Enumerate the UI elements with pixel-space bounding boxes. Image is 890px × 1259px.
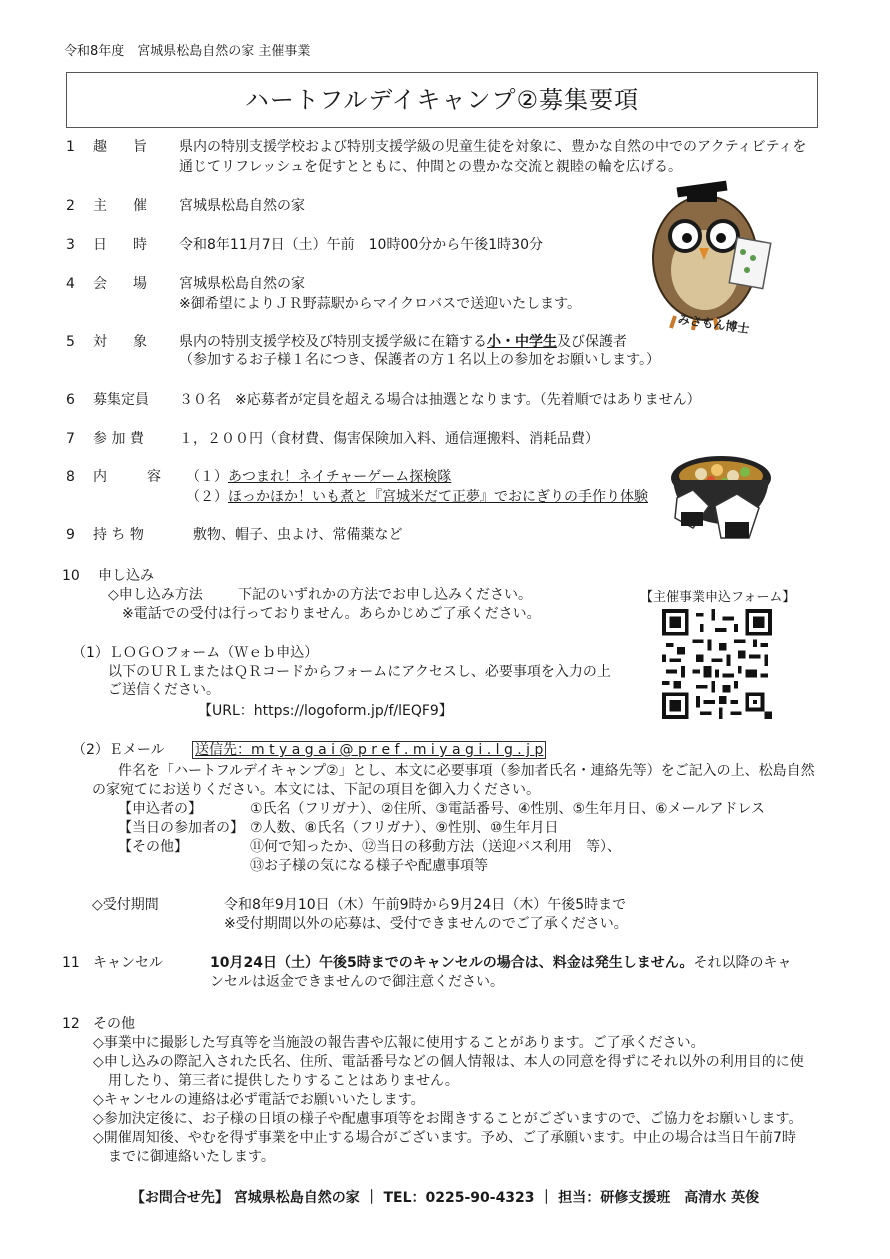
header-org: 令和8年度 宮城県松島自然の家 主催事業 [64, 44, 311, 59]
section-10-label: 申し込み [98, 568, 154, 584]
section-12-label: その他 [93, 1016, 135, 1032]
section-8-item1-text: あつまれ！ネイチャーゲーム探検隊 [228, 469, 452, 485]
imoni-pot-illustration [665, 434, 783, 552]
email-line2: の家宛てにお送りください。本文には、下記の項目を御入力ください。 [92, 782, 540, 798]
required-applicant-label: 【申込者の】 [118, 801, 202, 817]
section-5-line1 [179, 332, 627, 352]
section-5-line2: （参加するお子様１名につき、保護者の方１名以上の参加をお願いします。） [179, 352, 661, 368]
logo-form-line2: ご送信ください。 [108, 682, 220, 698]
section-7-text: １，２００円（食材費、傷害保険加入料、通信運搬料、消耗品費） [179, 431, 599, 447]
other-note-1: ◇事業中に撮影した写真等を当施設の報告書や広報に使用することがあります。ご了承ください。 [93, 1035, 705, 1051]
email-address-wrapper [192, 740, 546, 760]
mascot-caption: みさもん博士 [676, 312, 751, 336]
section-3-number: 3 [66, 237, 75, 253]
section-10-number: 10 [62, 568, 80, 584]
section-8-item2 [186, 487, 648, 507]
section-11-number: 11 [62, 955, 80, 971]
section-8-item1 [186, 467, 451, 487]
contact-footer: 【お問合せ先】 宮城県松島自然の家 ｜ TEL：0225-90-4323 ｜ 担当：研修支援班 高清水 英俊 [130, 1190, 760, 1206]
email-line1: 件名を「ハートフルデイキャンプ②」とし、本文に必要事項（参加者氏名・連絡先等）をご記入の上、松島自然 [118, 763, 815, 779]
section-2-number: 2 [66, 198, 75, 214]
section-4-label: 会 場 [93, 276, 153, 292]
section-11-line1 [210, 953, 792, 973]
logo-form-line1: 以下のＵＲＬまたはＱＲコードからフォームにアクセスし、必要事項を入力の上 [108, 664, 611, 680]
apply-method-text: 下記のいずれかの方法でお申し込みください。 [238, 587, 532, 603]
section-7-label: 参 加 費 [93, 431, 144, 447]
page-title: ハートフルデイキャンプ②募集要項 [244, 86, 640, 114]
section-5-number: 5 [66, 334, 75, 350]
section-8-label: 内 容 [93, 469, 165, 485]
other-note-5b: までに御連絡いたします。 [108, 1149, 275, 1165]
logo-form-title: （1）ＬＯＧＯフォーム（Ｗｅｂ申込） [72, 645, 319, 661]
section-6-number: 6 [66, 392, 75, 408]
section-5-label: 対 象 [93, 334, 153, 350]
section-2-label: 主 催 [93, 198, 153, 214]
section-6-label: 募集定員 [93, 392, 149, 408]
qr-caption: 【主催事業申込フォーム】 [640, 590, 796, 605]
title-box [66, 72, 818, 128]
section-3-label: 日 時 [93, 237, 153, 253]
section-3-text: 令和8年11月7日（土）午前 10時00分から午後1時30分 [179, 237, 543, 253]
section-4-number: 4 [66, 276, 75, 292]
section-8-item1-number: （１） [186, 469, 228, 485]
section-2-text: 宮城県松島自然の家 [179, 198, 305, 214]
section-7-number: 7 [66, 431, 75, 447]
email-address-link[interactable]: 送信先：m t y a g a i @ p r e f . m i y a g i . l g . j p [192, 741, 546, 759]
section-1-line1: 県内の特別支援学校および特別支援学級の児童生徒を対象に、豊かな自然の中でのアクティビティを [179, 139, 807, 155]
section-6-text: ３０名 ※応募者が定員を超える場合は抽選となります。（先着順ではありません） [179, 392, 701, 408]
section-9-text: 敷物、帽子、虫よけ、常備薬など [193, 527, 403, 543]
other-note-2a: ◇申し込みの際記入された氏名、住所、電話番号などの個人情報は、本人の同意を得ずにそれ以外の利用目的に使 [93, 1054, 804, 1070]
required-other-items-2: ⑬お子様の気になる様子や配慮事項等 [250, 858, 488, 874]
mascot-owl-illustration [635, 178, 795, 338]
phone-note: ※電話での受付は行っておりません。あらかじめご了承ください。 [122, 606, 541, 622]
other-note-4: ◇参加決定後に、お子様の日頃の様子や配慮事項等をお聞きすることがございますので、ご協力をお願いします。 [93, 1111, 803, 1127]
section-4-line2: ※御希望によりＪＲ野蒜駅からマイクロバスで送迎いたします。 [179, 296, 582, 312]
other-note-5a: ◇開催周知後、やむを得ず事業を中止する場合がございます。予め、ご了承願います。中止の場合は当日午前7時 [93, 1130, 796, 1146]
section-8-item2-number: （２） [186, 489, 228, 505]
required-other-label: 【その他】 [118, 839, 188, 855]
section-11-label: キャンセル [93, 955, 163, 971]
section-12-number: 12 [62, 1016, 80, 1032]
section-4-line1: 宮城県松島自然の家 [179, 276, 305, 292]
section-1-label: 趣 旨 [93, 139, 153, 155]
section-8-item2-text: ほっかほか！いも煮と『宮城米だて正夢』でおにぎりの手作り体験 [228, 489, 648, 505]
required-applicant-items: ①氏名（フリガナ）、②住所、③電話番号、④性別、⑤生年月日、⑥メールアドレス [250, 801, 765, 817]
section-5-line1-c: 及び保護者 [557, 334, 627, 350]
section-8-number: 8 [66, 469, 75, 485]
email-title: （2）Ｅメール [72, 742, 165, 758]
other-note-3: ◇キャンセルの連絡は必ず電話でお願いいたします。 [93, 1092, 425, 1108]
reception-period-text: 令和8年9月10日（木）午前9時から9月24日（木）午後5時まで [224, 897, 627, 913]
required-other-items-1: ⑪何で知ったか、⑫当日の移動方法（送迎バス利用 等）、 [250, 839, 621, 855]
qr-code[interactable] [662, 609, 772, 719]
section-1-number: 1 [66, 139, 75, 155]
section-5-line1-a: 県内の特別支援学校及び特別支援学級に在籍する [179, 334, 487, 350]
logo-form-url-link[interactable]: 【URL：https://logoform.jp/f/lEQF9】 [198, 703, 453, 719]
required-participant-items: ⑦人数、⑧氏名（フリガナ）、⑨性別、⑩生年月日 [250, 820, 559, 836]
cancel-policy-bold: 10月24日（土）午後5時までのキャンセルの場合は、料金は発生しません。 [210, 955, 694, 971]
cancel-policy-rest: それ以降のキャ [693, 955, 792, 971]
section-9-number: 9 [66, 527, 75, 543]
other-note-2b: 用したり、第三者に提供したりすることはありません。 [108, 1073, 459, 1089]
reception-period-label: ◇受付期間 [92, 897, 159, 913]
section-1-line2: 通じてリフレッシュを促すとともに、仲間との豊かな交流と親睦の輪を広げる。 [179, 159, 683, 175]
section-11-line2: ンセルは返金できませんので御注意ください。 [210, 974, 504, 990]
reception-period-note: ※受付期間以外の応募は、受付できませんのでご了承ください。 [224, 916, 628, 932]
required-participant-label: 【当日の参加者の】 [118, 820, 244, 836]
apply-method-label: ◇申し込み方法 [108, 587, 203, 603]
section-9-label: 持 ち 物 [93, 527, 144, 543]
section-5-line1-emphasis: 小・中学生 [487, 334, 557, 350]
